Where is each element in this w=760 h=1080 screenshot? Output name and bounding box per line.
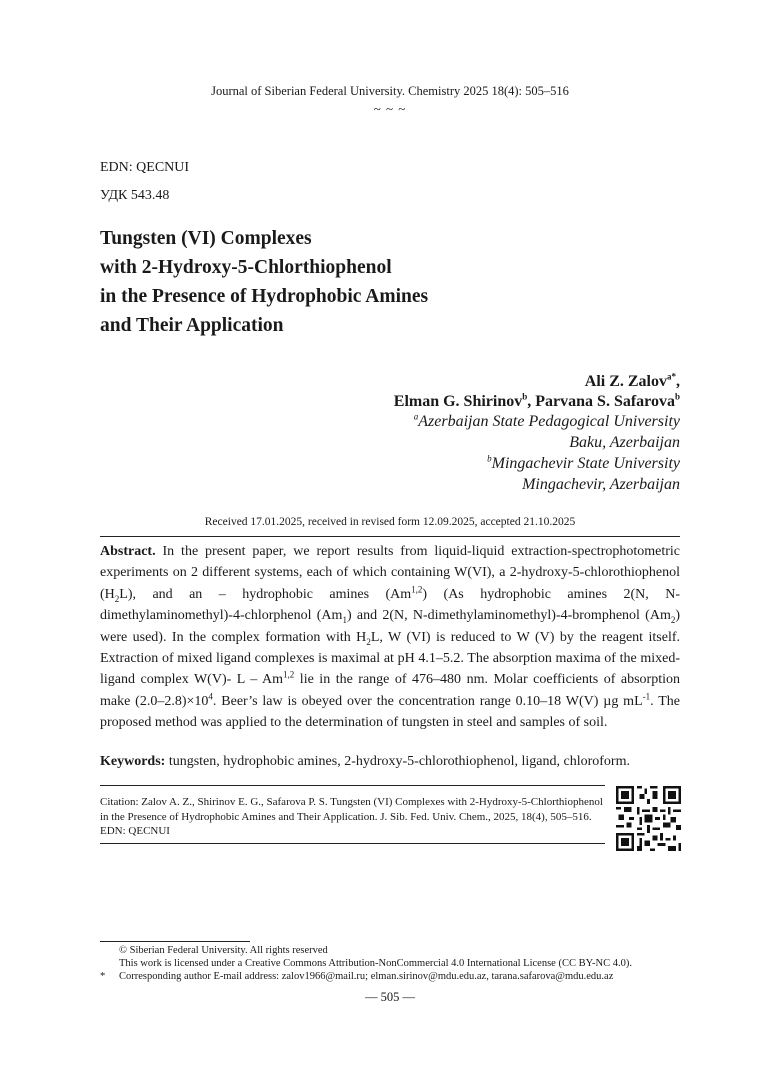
affiliation-a-line-1 bbox=[414, 411, 680, 432]
author-1-name: Ali Z. Zalov bbox=[584, 373, 667, 390]
copyright-note: © Siberian Federal University. All rights reserved bbox=[119, 945, 328, 956]
footnote-star: * bbox=[100, 971, 106, 982]
affiliation-a-name: Azerbaijan State Pedagogical University bbox=[418, 413, 680, 430]
keywords-text: tungsten, hydrophobic amines, 2-hydroxy-5-chlorothiophenol, ligand, chloroform. bbox=[165, 754, 630, 769]
divider bbox=[100, 843, 605, 844]
divider bbox=[100, 536, 680, 537]
keywords bbox=[100, 751, 680, 772]
superscript: -1 bbox=[642, 691, 651, 702]
keywords-label: Keywords: bbox=[100, 754, 166, 769]
footnote-divider bbox=[100, 941, 250, 942]
abstract-label: Abstract. bbox=[100, 544, 156, 559]
affiliation-b-name: Mingachevir State University bbox=[491, 455, 680, 472]
title-line-3: in the Presence of Hydrophobic Amines bbox=[100, 286, 429, 307]
affiliation-b-line-1 bbox=[487, 453, 680, 474]
title-line-4: and Their Application bbox=[100, 315, 284, 336]
edn-label: EDN: QECNUI bbox=[100, 160, 190, 175]
author-line-1 bbox=[585, 371, 680, 392]
abstract-text: In the present paper, we report results from liquid-liquid extraction-spectrophotometric experiments on 2 different systems, each of which containing W(VI), a 2-hydroxy-5-chlorothiophenol (H bbox=[100, 544, 680, 602]
affiliation-a-line-2: Baku, Azerbaijan bbox=[569, 434, 680, 451]
abstract-text: L), and an – hydrophobic amines (Am bbox=[119, 586, 412, 602]
udk-label: УДК 543.48 bbox=[100, 188, 170, 203]
superscript: 1,2 bbox=[283, 669, 295, 680]
header-separator: ~ ~ ~ bbox=[373, 101, 407, 116]
citation bbox=[100, 795, 610, 839]
subscript: 2 bbox=[114, 593, 120, 604]
author-3-name: Parvana S. Safarova bbox=[535, 393, 675, 410]
author-comma: , bbox=[676, 373, 680, 390]
abstract-text: ) (As hydrophobic amines 2(N, N-dimethylaminomethyl)-4-chlorphenol (Am bbox=[100, 586, 680, 624]
affiliation-a-sup: a bbox=[413, 411, 419, 422]
abstract bbox=[100, 541, 680, 734]
abstract-text: . Beer’s law is obeyed over the concentration range 0.10–18 W(V) µg mL bbox=[212, 693, 643, 709]
divider bbox=[100, 785, 605, 786]
license-note: This work is licensed under a Creative Commons Attribution-NonCommercial 4.0 International License (CC BY-NC 4.0). bbox=[119, 958, 632, 969]
superscript: 4 bbox=[208, 691, 213, 702]
author-1-sup: a* bbox=[667, 371, 676, 382]
abstract-text: . The proposed method was applied to the determination of tungsten in steel and samples of soil. bbox=[100, 693, 680, 731]
journal-header: Journal of Siberian Federal University. Chemistry 2025 18(4): 505–516 bbox=[211, 84, 569, 98]
qr-code-icon[interactable] bbox=[616, 786, 681, 851]
affiliation-b-sup: b bbox=[487, 453, 492, 464]
author-3-sup: b bbox=[674, 391, 680, 402]
subscript: 1 bbox=[342, 615, 347, 626]
abstract-text: ) and 2(N, N-dimethylaminomethyl)-4-bromphenol (Am bbox=[346, 608, 671, 624]
author-2-sup: b bbox=[522, 391, 528, 402]
subscript: 2 bbox=[366, 636, 371, 647]
abstract-text: ) were used). In the complex formation with H bbox=[100, 608, 681, 645]
author-2-name: Elman G. Shirinov bbox=[393, 393, 523, 410]
citation-line-1: Citation: Zalov A. Z., Shirinov E. G., Safarova P. S. Tungsten (VI) Complexes with 2-Hydroxy-5-Chlorthiophenol bbox=[100, 796, 603, 808]
author-line-2: Elman G. Shirinov$^b$, Parvana S. Safarova$^b$ bbox=[393, 391, 680, 410]
citation-line-3: EDN: QECNUI bbox=[100, 825, 170, 837]
received-dates: Received 17.01.2025, received in revised form 12.09.2025, accepted 21.10.2025 bbox=[204, 516, 576, 528]
abstract-text: L, W (VI) is reduced to W (V) by the reagent itself. Extraction of mixed ligand complexes is maximal at pH 4.1–5.2. The absorption maxima of the mixed-ligand complex W(V)- L – Am bbox=[100, 629, 680, 688]
page-number: — 505 — bbox=[365, 990, 415, 1004]
title-line-1: Tungsten (VI) Complexes bbox=[100, 228, 312, 249]
subscript: 2 bbox=[670, 615, 676, 626]
abstract-text: lie in the range of 476–480 nm. Molar coefficients of absorption make (2.0–2.8)×10 bbox=[100, 672, 680, 709]
corresponding-author-note: Corresponding author E-mail address: zalov1966@mail.ru; elman.sirinov@mdu.edu.az, tarana.safarova@mdu.edu.az bbox=[119, 971, 614, 982]
title-line-2: with 2-Hydroxy-5-Chlorthiophenol bbox=[100, 257, 392, 278]
affiliation-b-line-2: Mingachevir, Azerbaijan bbox=[522, 476, 680, 493]
superscript: 1,2 bbox=[411, 584, 423, 595]
citation-line-2: in the Presence of Hydrophobic Amines and Their Application. J. Sib. Fed. Univ. Chem., 2025, 18(4), 505–516. bbox=[100, 810, 592, 823]
